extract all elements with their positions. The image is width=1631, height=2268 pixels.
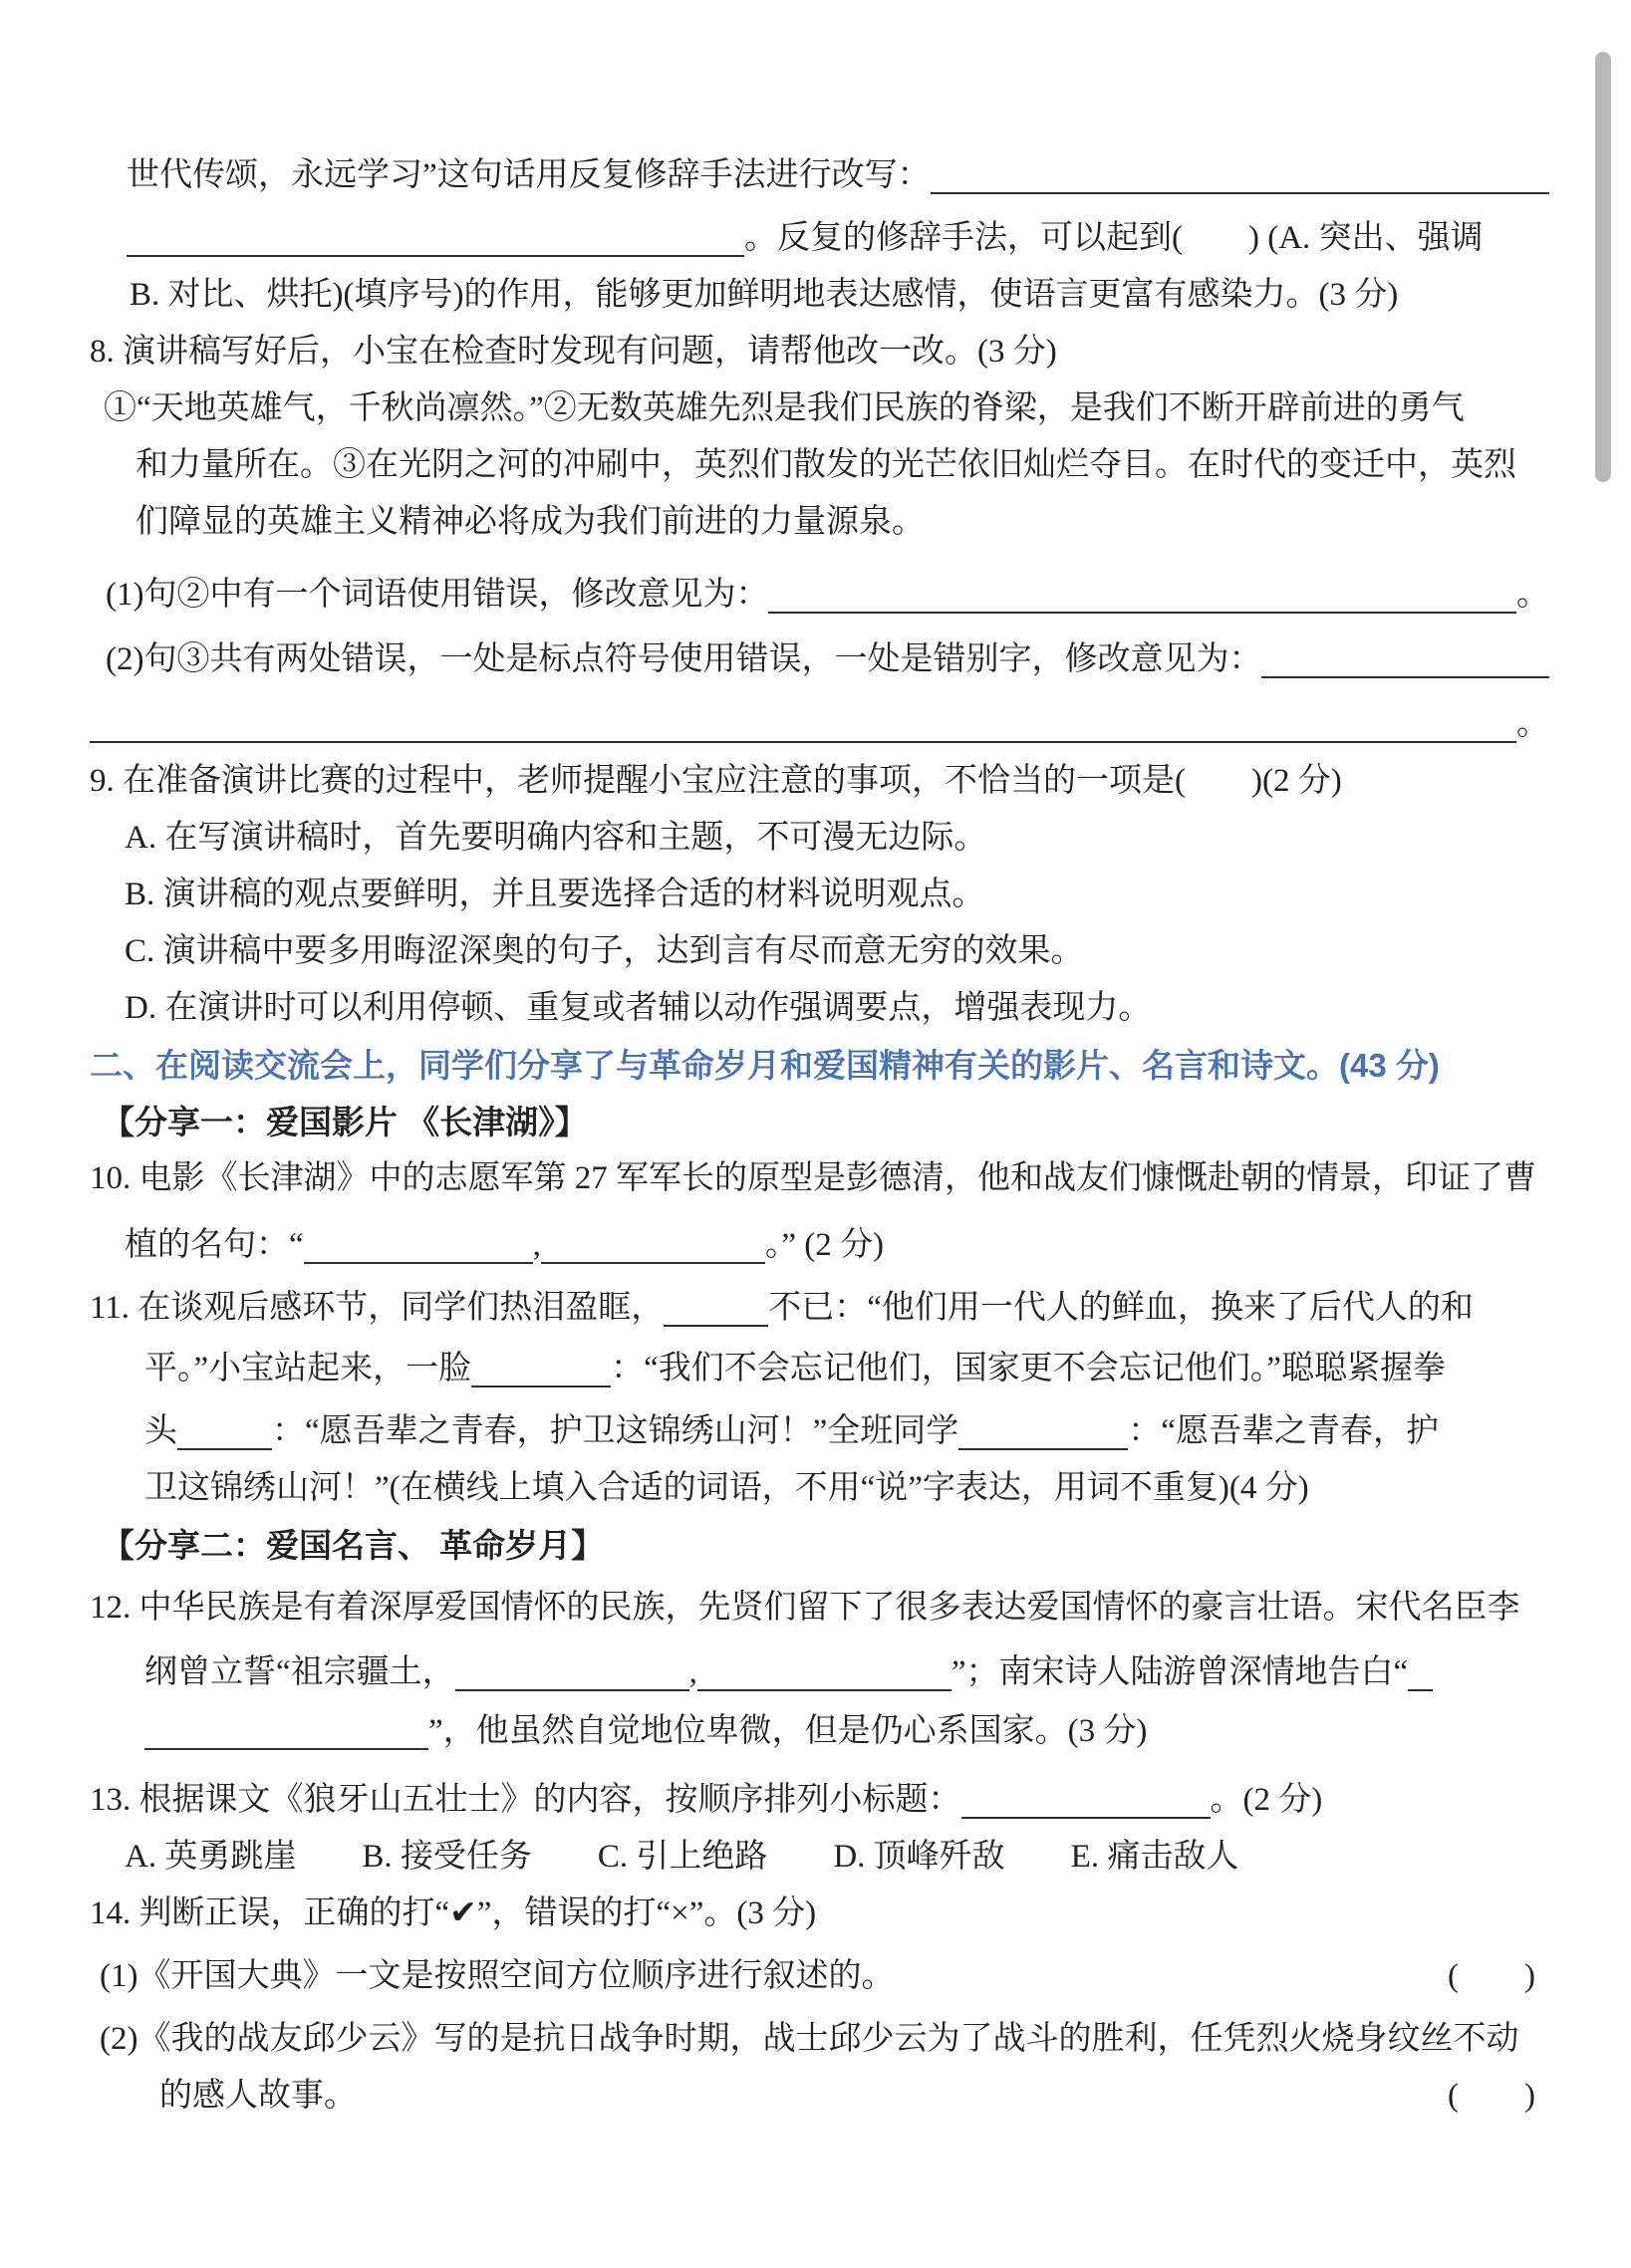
text-run: (1)《开国大典》一文是按照空间方位顺序进行叙述的。 [100, 1958, 895, 1994]
fill-in-blank-line [768, 612, 1516, 614]
text-run: 纲曾立誓“祖宗疆土， [144, 1654, 455, 1690]
fill-in-blank-line [177, 1448, 272, 1450]
text-run: ”；南宋诗人陆游曾深情地告白“ [951, 1654, 1409, 1690]
text-run: (2)《我的战友邱少云》写的是抗日战争时期，战士邱少云为了战斗的胜利，任凭烈火烧身纹丝不动 [100, 2021, 1519, 2057]
text-run: 【分享一：爱国影片 《长津湖》】 [102, 1104, 588, 1140]
document-line [90, 1644, 1549, 1701]
document-line [90, 1948, 1549, 2005]
text-run: A. 在写演讲稿时，首先要明确内容和主题，不可漫无边际。 [125, 820, 987, 856]
document-line [90, 380, 1549, 437]
document-line [90, 567, 1549, 624]
document-line [90, 1772, 1549, 1829]
scrollbar-thumb[interactable] [1595, 52, 1611, 482]
document-line [90, 980, 1549, 1037]
text-run: 13. 根据课文《狼牙山五壮士》的内容，按顺序排列小标题： [90, 1782, 961, 1818]
fill-in-blank-line [664, 1325, 768, 1327]
document-line [90, 1037, 1549, 1094]
text-run: 卫这锦绣山河！”(在横线上填入合适的词语，不用“说”字表达，用词不重复)(4 分) [144, 1470, 1309, 1506]
document-line [90, 1403, 1549, 1460]
text-run: B. 对比、烘托)(填序号)的作用，能够更加鲜明地表达感情，使语言更富有感染力。(3 分) [130, 277, 1399, 313]
fill-in-blank-line [127, 255, 744, 257]
fill-in-blank-line [1408, 1689, 1433, 1691]
fill-in-blank-line [1261, 676, 1549, 678]
document-line [90, 1886, 1549, 1942]
text-run: 。反复的修辞手法，可以起到( ) (A. 突出、强调 [744, 220, 1484, 256]
text-run: D. 在演讲时可以利用停顿、重复或者辅以动作强调要点，增强表现力。 [125, 990, 1152, 1026]
document-line [90, 631, 1549, 688]
text-run: ：“我们不会忘记他们，国家更不会忘记他们。”聪聪紧握拳 [611, 1351, 1446, 1386]
text-run: C. 演讲稿中要多用晦涩深奥的句子，达到言有尽而意无穷的效果。 [125, 933, 1084, 969]
fill-in-blank-line [304, 1262, 533, 1264]
document-line [90, 1703, 1549, 1760]
text-run: B. 演讲稿的观点要鲜明，并且要选择合适的材料说明观点。 [125, 877, 985, 912]
text-run: 。” (2 分) [764, 1227, 885, 1263]
text-run: 植的名句：“ [125, 1227, 304, 1263]
text-run: 10. 电影《长津湖》中的志愿军第 27 军军长的原型是彭德清，他和战友们慷慨赴朝的情景，印证了曹 [90, 1160, 1536, 1196]
document-line [90, 1150, 1549, 1207]
document-line [90, 923, 1549, 980]
text-run: 的感人故事。 [159, 2078, 357, 2114]
document-line [90, 867, 1549, 923]
fill-in-blank-line [471, 1386, 611, 1387]
document-line [90, 147, 1549, 204]
document-line [90, 1280, 1549, 1337]
text-run: , [532, 1227, 541, 1263]
text-run: 二、在阅读交流会上，同学们分享了与革命岁月和爱国精神有关的影片、名言和诗文。(43 分) [90, 1047, 1440, 1084]
fill-in-blank-line [961, 1817, 1211, 1819]
text-run: 和力量所在。③在光阴之河的冲刷中，英烈们散发的光芒依旧灿烂夺目。在时代的变迁中，英烈 [136, 447, 1516, 483]
text-run: (1)句②中有一个词语使用错误，修改意见为： [106, 577, 769, 613]
document-line [90, 810, 1549, 867]
document-line [90, 753, 1549, 810]
document-line [90, 324, 1549, 380]
fill-in-blank-line [144, 1748, 428, 1750]
document-line [90, 2068, 1549, 2125]
text-run: A. 英勇跳崖 B. 接受任务 C. 引上绝路 D. 顶峰歼敌 E. 痛击敌人 [125, 1839, 1239, 1875]
text-run: 9. 在准备演讲比赛的过程中，老师提醒小宝应注意的事项，不恰当的一项是( )(2 分) [90, 763, 1342, 799]
fill-in-blank-line [958, 1448, 1128, 1450]
text-run: 。 [1516, 706, 1549, 742]
document-line [90, 1829, 1549, 1886]
document-line [90, 1094, 1549, 1150]
document-line [90, 1517, 1549, 1574]
fill-in-blank-line [931, 192, 1549, 194]
text-run: 8. 演讲稿写好后，小宝在检查时发现有问题，请帮他改一改。(3 分) [90, 334, 1057, 370]
document-line [90, 1580, 1549, 1637]
text-run: 不已：“他们用一代人的鲜血，换来了后代人的和 [768, 1290, 1474, 1326]
text-run: 14. 判断正误，正确的打“✔”，错误的打“×”。(3 分) [90, 1895, 817, 1931]
fill-in-blank-line [697, 1689, 951, 1691]
text-run: ”，他虽然自觉地位卑微，但是仍心系国家。(3 分) [428, 1713, 1148, 1749]
text-run: 【分享二：爱国名言、 革命岁月】 [102, 1527, 605, 1564]
fill-in-blank-line [90, 741, 1516, 743]
text-run: ①“天地英雄气，千秋尚凛然。”②无数英雄先烈是我们民族的脊梁，是我们不断开辟前进的勇气 [104, 390, 1465, 426]
text-run: 12. 中华民族是有着深厚爱国情怀的民族，先贤们留下了很多表达爱国情怀的豪言壮语。宋代名臣李 [90, 1590, 1520, 1626]
text-run: , [688, 1654, 697, 1690]
text-run: (2)句③共有两处错误，一处是标点符号使用错误，一处是错别字，修改意见为： [106, 641, 1262, 677]
document-line [90, 494, 1549, 551]
document-line [90, 267, 1549, 324]
text-run: 11. 在谈观后感环节，同学们热泪盈眶， [90, 1290, 665, 1326]
text-run: 。(2 分) [1210, 1782, 1323, 1818]
document-line [90, 696, 1549, 753]
document-line [90, 1341, 1549, 1397]
document-line [90, 437, 1549, 494]
text-run: ：“愿吾辈之青春，护 [1128, 1413, 1439, 1449]
answer-parentheses: ( ) [1448, 1958, 1535, 1994]
fill-in-blank-line [541, 1262, 765, 1264]
document-line [90, 2011, 1549, 2068]
text-run: 。 [1516, 577, 1549, 613]
text-run: ：“愿吾辈之青春，护卫这锦绣山河！”全班同学 [272, 1413, 959, 1449]
text-run: 世代传颂，永远学习”这句话用反复修辞手法进行改写： [127, 157, 931, 193]
text-run: 们障显的英雄主义精神必将成为我们前进的力量源泉。 [136, 504, 925, 540]
document-line [90, 1460, 1549, 1517]
document-body [90, 147, 1549, 2125]
answer-parentheses: ( ) [1448, 2078, 1535, 2114]
document-line [90, 210, 1549, 267]
text-run: 头 [144, 1413, 177, 1449]
fill-in-blank-line [455, 1689, 689, 1691]
document-line [90, 1217, 1549, 1274]
text-run: 平。”小宝站起来，一脸 [144, 1351, 472, 1386]
